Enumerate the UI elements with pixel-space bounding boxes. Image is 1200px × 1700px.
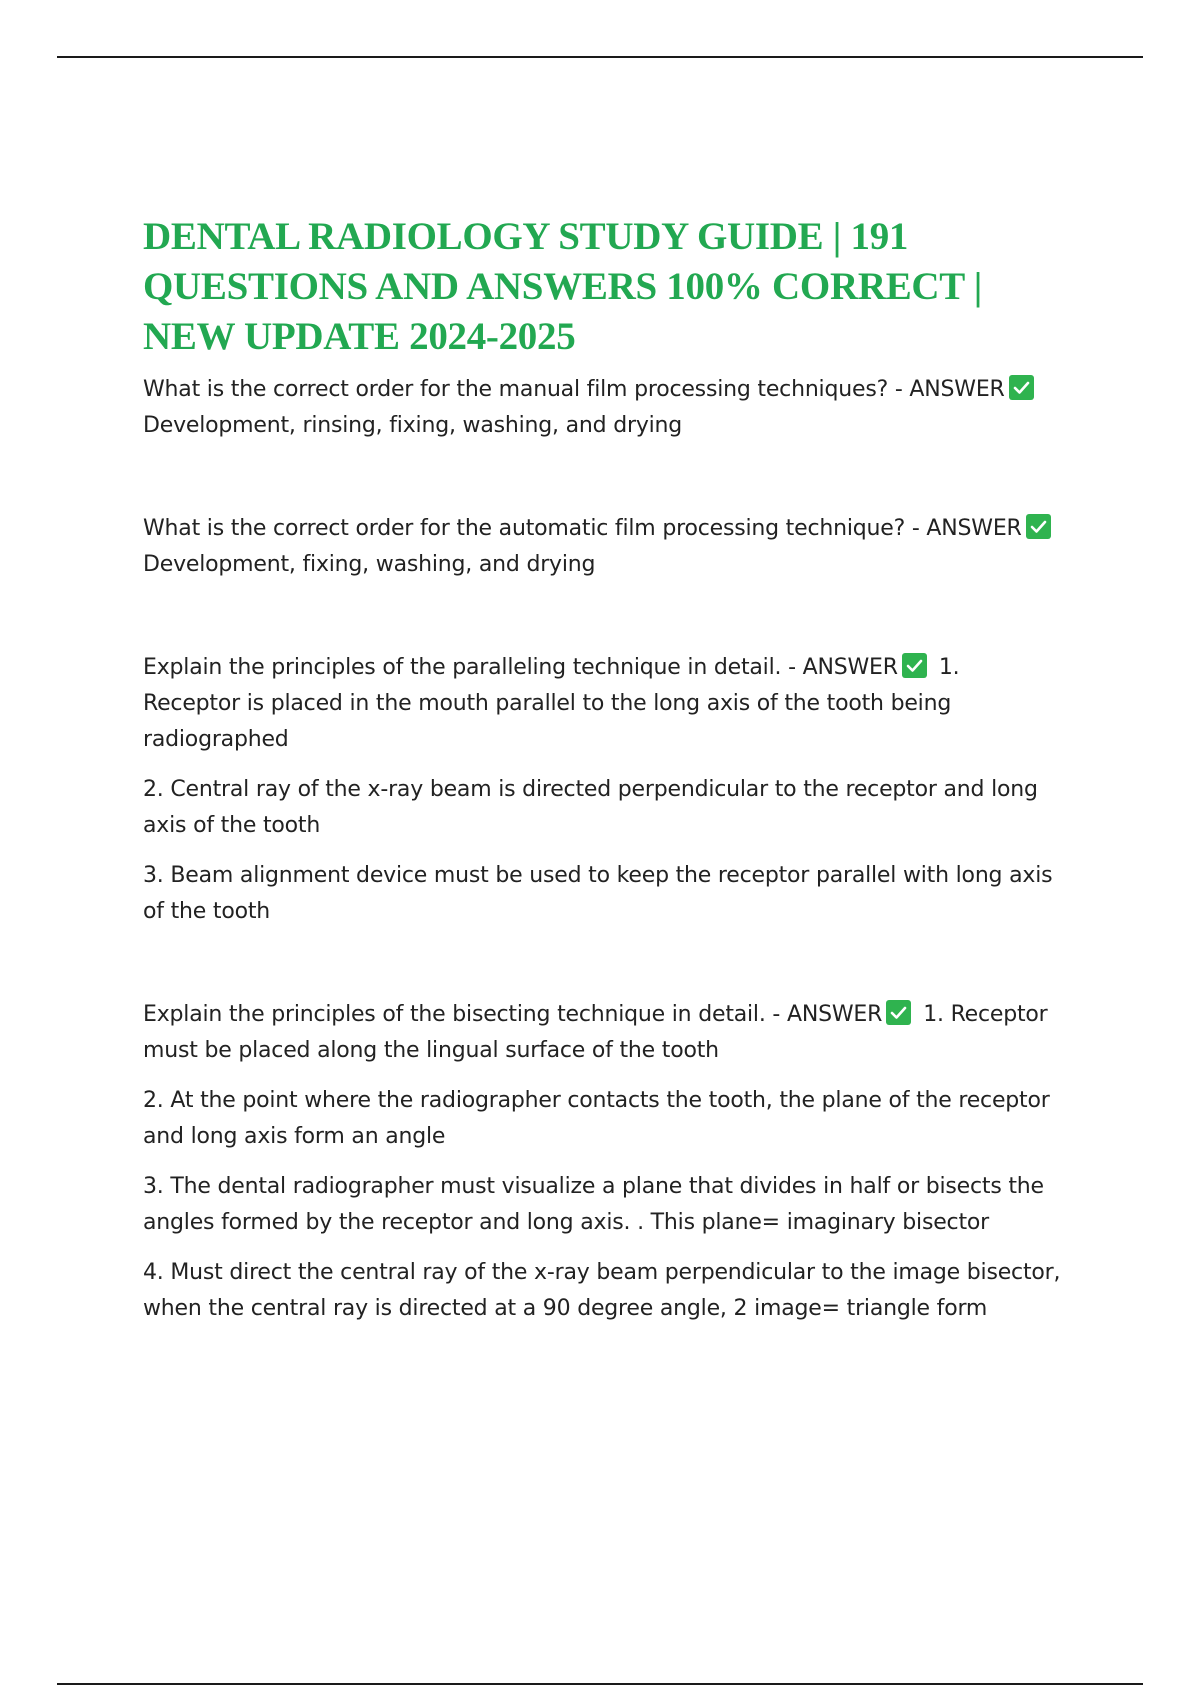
check-mark-icon (1009, 375, 1034, 400)
qa-item (143, 650, 1063, 930)
qa-item (143, 997, 1063, 1327)
answer-label: ANSWER (909, 377, 1005, 402)
answer-label: ANSWER (786, 1002, 883, 1027)
answer-label: ANSWER (926, 516, 1022, 541)
qa-paragraph (143, 372, 1063, 444)
answer-point: 3. Beam alignment device must be used to keep the receptor parallel with long axis of the tooth (143, 863, 1053, 924)
question-text: What is the correct order for the automatic film processing technique? - (143, 516, 920, 541)
question-text: Explain the principles of the paralleling technique in detail. - (143, 655, 796, 680)
check-mark-icon (886, 1000, 911, 1025)
check-mark-icon (1026, 514, 1051, 539)
answer-text: Development, fixing, washing, and drying (143, 552, 596, 577)
question-text: Explain the principles of the bisecting technique in detail. - (143, 1002, 781, 1027)
document-body (143, 212, 1063, 1327)
answer-text: Development, rinsing, fixing, washing, and drying (143, 413, 683, 438)
qa-paragraph (143, 650, 1063, 758)
answer-text: 1. Receptor must be placed along the lingual surface of the tooth (143, 1002, 1048, 1063)
answer-point: 2. Central ray of the x-ray beam is directed perpendicular to the receptor and long axis of the tooth (143, 777, 1038, 838)
qa-item (143, 372, 1063, 444)
question-text: What is the correct order for the manual film processing techniques? - (143, 377, 903, 402)
answer-point: 2. At the point where the radiographer contacts the tooth, the plane of the receptor and long axis form an angle (143, 1088, 1050, 1149)
document-title: DENTAL RADIOLOGY STUDY GUIDE | 191 QUESTIONS AND ANSWERS 100% CORRECT | NEW UPDATE 2024-2025 (143, 215, 983, 358)
answer-label: ANSWER (802, 655, 898, 680)
qa-paragraph (143, 511, 1063, 583)
qa-item (143, 511, 1063, 583)
qa-paragraph (143, 997, 1063, 1069)
bottom-rule (57, 1683, 1143, 1685)
answer-point: 3. The dental radiographer must visualize a plane that divides in half or bisects the angles formed by the receptor and long axis. . This plane= imaginary bisector (143, 1174, 1044, 1235)
top-rule (57, 56, 1143, 58)
check-mark-icon (902, 653, 927, 678)
answer-point: 4. Must direct the central ray of the x-ray beam perpendicular to the image bisector, when the central ray is directed at a 90 degree angle, 2 image= triangle form (143, 1260, 1061, 1321)
answer-text: 1. Receptor is placed in the mouth parallel to the long axis of the tooth being radiographed (143, 655, 960, 752)
